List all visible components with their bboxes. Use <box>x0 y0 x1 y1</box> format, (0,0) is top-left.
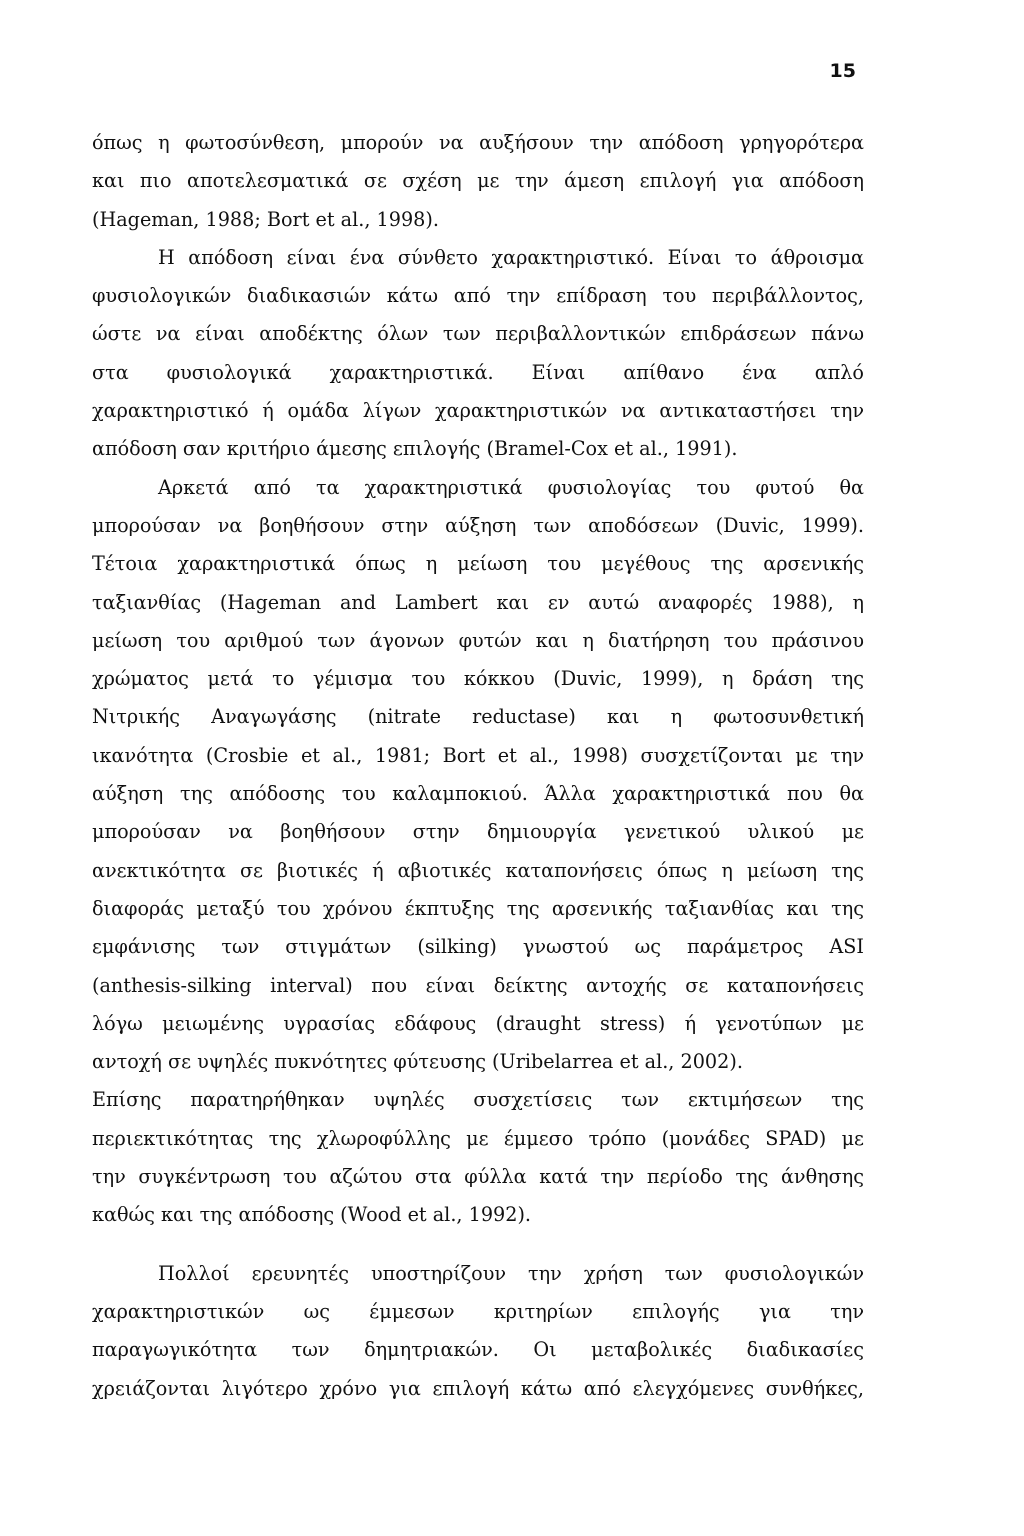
text-line: Επίσης παρατηρήθηκαν υψηλές συσχετίσεις των εκτιμήσεων της <box>92 1088 864 1112</box>
page-number: 15 <box>829 60 856 82</box>
text-line: μπορούσαν να βοηθήσουν στην αύξηση των αποδόσεων (Duvic, 1999). <box>92 513 864 537</box>
text-line: αύξηση της απόδοσης του καλαμποκιού. Άλλα χαρακτηριστικά που θα <box>92 782 864 806</box>
text-line: ταξιανθίας (Hageman and Lambert και εν αυτώ αναφορές 1988), η <box>92 590 864 614</box>
text-line: απόδοση σαν κριτήριο άμεσης επιλογής (Bramel-Cox et al., 1991). <box>92 437 738 461</box>
text-line: στα φυσιολογικά χαρακτηριστικά. Είναι απίθανο ένα απλό <box>92 360 864 384</box>
body-text <box>92 124 864 1408</box>
text-line: καθώς και της απόδοσης (Wood et al., 1992). <box>92 1203 532 1227</box>
text-line: ανεκτικότητα σε βιοτικές ή αβιοτικές καταπονήσεις όπως η μείωση της <box>92 858 864 882</box>
text-line: χρειάζονται λιγότερο χρόνο για επιλογή κάτω από ελεγχόμενες συνθήκες, <box>92 1376 864 1400</box>
text-line: χαρακτηριστικό ή ομάδα λίγων χαρακτηριστικών να αντικαταστήσει την <box>92 399 864 423</box>
text-line: Τέτοια χαρακτηριστικά όπως η μείωση του μεγέθους της αρσενικής <box>92 552 864 576</box>
text-line: χρώματος μετά το γέμισμα του κόκκου (Duvic, 1999), η δράση της <box>92 667 864 691</box>
text-line: χαρακτηριστικών ως έμμεσων κριτηρίων επιλογής για την <box>92 1299 864 1323</box>
text-line: εμφάνισης των στιγμάτων (silking) γνωστού ως παράμετρος ASI <box>92 935 864 959</box>
text-line: μείωση του αριθμού των άγονων φυτών και η διατήρηση του πράσινου <box>92 628 864 652</box>
text-line: (anthesis-silking interval) που είναι δείκτης αντοχής σε καταπονήσεις <box>92 973 864 997</box>
text-line: ικανότητα (Crosbie et al., 1981; Bort et al., 1998) συσχετίζονται με την <box>92 743 864 767</box>
text-line: φυσιολογικών διαδικασιών κάτω από την επίδραση του περιβάλλοντος, <box>92 284 864 308</box>
text-line: Αρκετά από τα χαρακτηριστικά φυσιολογίας του φυτού θα <box>158 475 864 499</box>
text-line: διαφοράς μεταξύ του χρόνου έκπτυξης της αρσενικής ταξιανθίας και της <box>92 896 864 920</box>
text-line: Πολλοί ερευνητές υποστηρίζουν την χρήση των φυσιολογικών <box>158 1261 864 1285</box>
text-line: και πιο αποτελεσματικά σε σχέση με την άμεση επιλογή για απόδοση <box>92 169 864 193</box>
text-line: περιεκτικότητας της χλωροφύλλης με έμμεσο τρόπο (μονάδες SPAD) με <box>92 1126 864 1150</box>
text-line: όπως η φωτοσύνθεση, μπορούν να αυξήσουν την απόδοση γρηγορότερα <box>92 131 864 154</box>
text-line: αντοχή σε υψηλές πυκνότητες φύτευσης (Uribelarrea et al., 2002). <box>92 1050 743 1074</box>
text-line: Η απόδοση είναι ένα σύνθετο χαρακτηριστικό. Είναι το άθροισμα <box>158 245 864 269</box>
text-line: λόγω μειωμένης υγρασίας εδάφους (draught stress) ή γενοτύπων με <box>92 1011 864 1035</box>
text-line: μπορούσαν να βοηθήσουν στην δημιουργία γενετικού υλικού με <box>92 820 864 844</box>
text-line: ώστε να είναι αποδέκτης όλων των περιβαλλοντικών επιδράσεων πάνω <box>92 322 864 346</box>
paragraph-gap <box>92 1235 864 1255</box>
text-line: (Hageman, 1988; Bort et al., 1998). <box>92 207 439 231</box>
text-line: παραγωγικότητα των δημητριακών. Οι μεταβολικές διαδικασίες <box>92 1338 864 1362</box>
text-line: Νιτρικής Αναγωγάσης (nitrate reductase) και η φωτοσυνθετική <box>92 705 864 729</box>
text-line: την συγκέντρωση του αζώτου στα φύλλα κατά την περίοδο της άνθησης <box>92 1165 864 1189</box>
